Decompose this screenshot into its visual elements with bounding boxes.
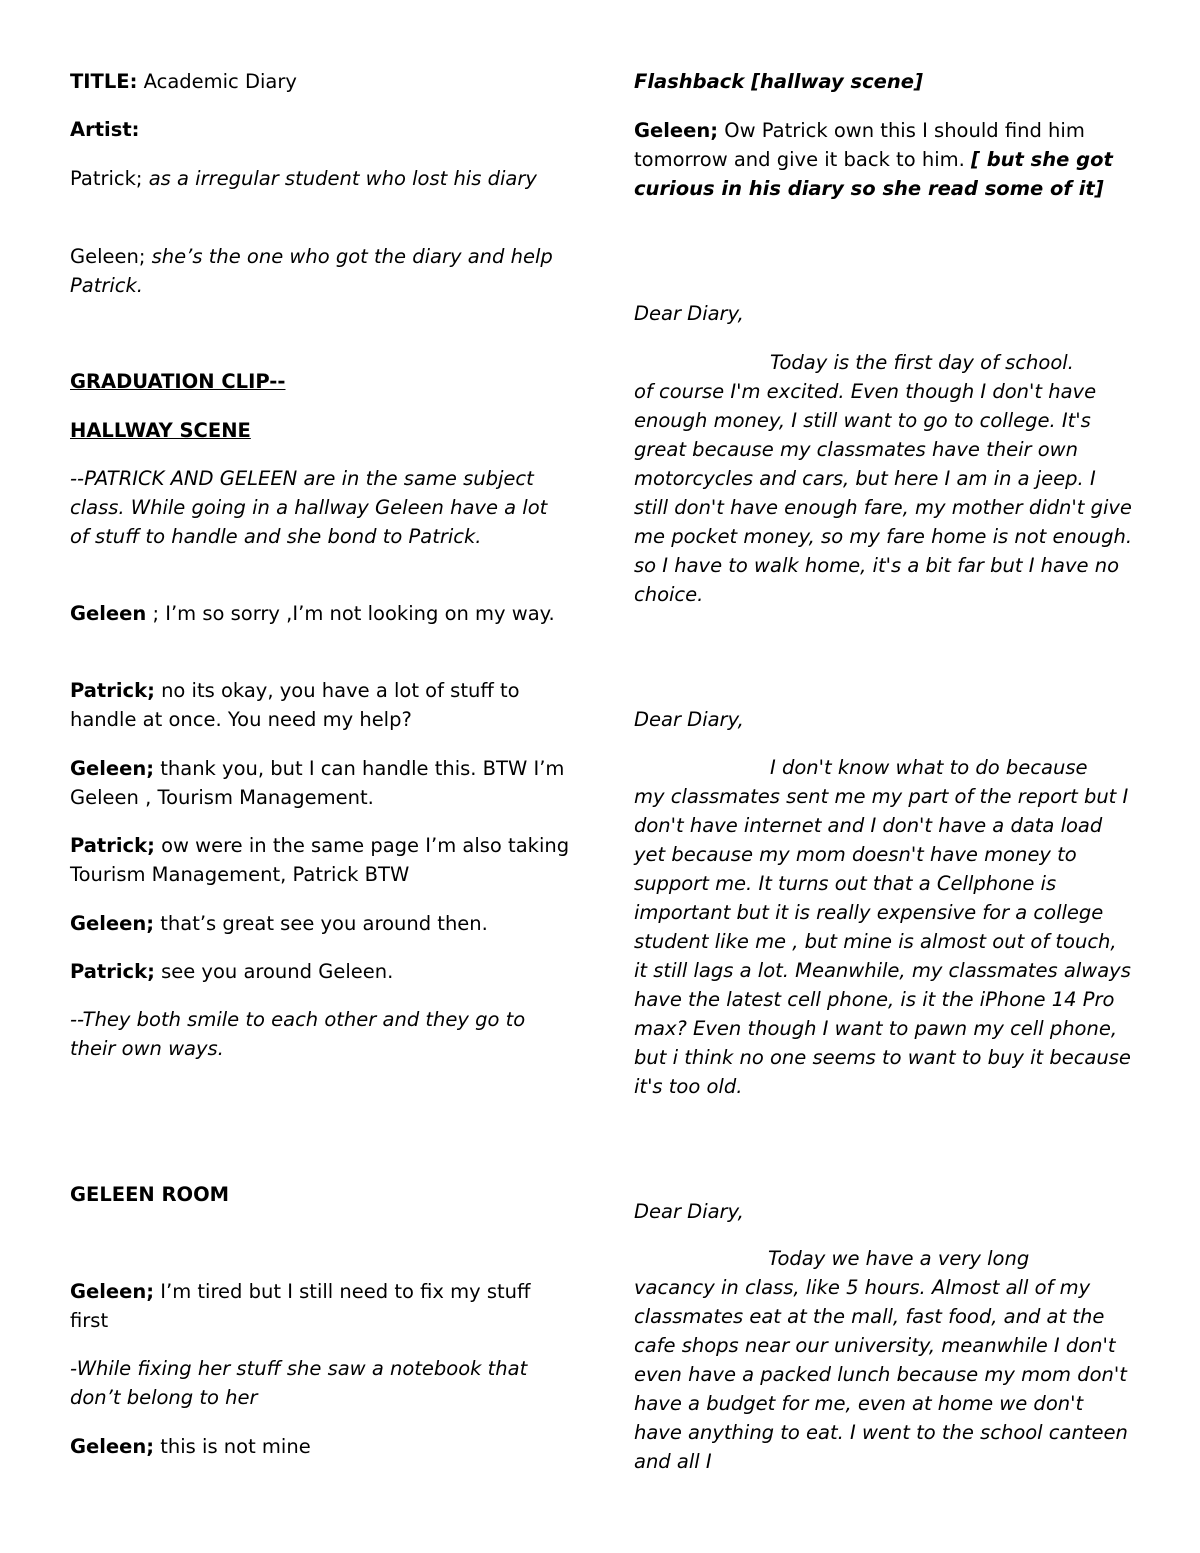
dialogue-line-8 bbox=[70, 1432, 570, 1461]
dialogue-text: Ow Patrick own this I should find him tomorrow and give it back to him. bbox=[634, 119, 1085, 171]
diary-entry-2-salutation: Dear Diary, bbox=[634, 708, 744, 731]
artist-patrick bbox=[70, 164, 570, 193]
dialogue-line-5 bbox=[70, 909, 570, 938]
diary-entry-2-text: my classmates sent me my part of the report but I don't have internet and I don't have a data load yet because my mom doesn't have money to support me. It turns out that a Cellphone is important but it is really expensive for a college student like me , but mine is almost out of touch, it still lags a lot. Meanwhile, my classmates always have the latest cell phone, is it the iPhone 14 Pro max? Even though I want to pawn my cell phone, but i think no one seems to want to buy it because it's too old. bbox=[634, 785, 1131, 1098]
patrick-name: Patrick; bbox=[70, 167, 143, 190]
artist-geleen bbox=[70, 242, 570, 300]
dialogue-text: ow were in the same page I’m also taking Tourism Management, Patrick BTW bbox=[70, 834, 570, 886]
speaker-name: Geleen bbox=[70, 602, 147, 625]
speaker-name: Geleen; bbox=[70, 757, 155, 780]
dialogue-text: I’m tired but I still need to fix my stuff first bbox=[70, 1280, 531, 1332]
flashback-dialogue bbox=[634, 116, 1134, 203]
diary-entry-3-first-line: Today we have a very long bbox=[768, 1247, 1030, 1270]
diary-entry-3-salutation: Dear Diary, bbox=[634, 1200, 744, 1223]
room-heading: GELEEN ROOM bbox=[70, 1183, 230, 1206]
geleen-name: Geleen; bbox=[70, 245, 146, 268]
diary-entry-2-first-line: I don't know what to do because bbox=[770, 756, 1088, 779]
speaker-name: Geleen; bbox=[634, 119, 719, 142]
diary-entry-1-body bbox=[634, 348, 1134, 609]
speaker-name: Geleen; bbox=[70, 1280, 155, 1303]
diary-entry-3-body bbox=[634, 1244, 1134, 1476]
dialogue-text: thank you, but I can handle this. BTW I’m Geleen , Tourism Management. bbox=[70, 757, 565, 809]
artist-label: Artist: bbox=[70, 118, 140, 141]
speaker-name: Patrick; bbox=[70, 679, 155, 702]
dialogue-line-2 bbox=[70, 676, 570, 734]
diary-entry-1-first-line: Today is the first day of school. bbox=[770, 351, 1074, 374]
dialogue-line-6 bbox=[70, 957, 570, 986]
stage-direction-3: -While fixing her stuff she saw a notebook that don’t belong to her bbox=[70, 1357, 528, 1409]
speaker-name: Geleen; bbox=[70, 1435, 155, 1458]
dialogue-text: see you around Geleen. bbox=[154, 960, 394, 983]
flashback-stage-direction: [ but she got curious in his diary so she read some of it] bbox=[634, 148, 1113, 200]
title-line bbox=[70, 67, 570, 96]
diary-entry-3-text: vacancy in class, like 5 hours. Almost all of my classmates eat at the mall, fast food, and at the cafe shops near our university, meanwhile I don't even have a packed lunch because my mom don't have a budget for me, even at home we don't have anything to eat. I went to the school canteen and all I bbox=[634, 1276, 1128, 1473]
dialogue-line-3 bbox=[70, 754, 570, 812]
diary-entry-1-text: of course I'm excited. Even though I don't have enough money, I still want to go to college. It's great because my classmates have their own motorcycles and cars, but here I am in a jeep. I still don't have enough fare, my mother didn't give me pocket money, so my fare home is not enough. so I have to walk home, it's a bit far but I have no choice. bbox=[634, 380, 1133, 606]
speaker-name: Patrick; bbox=[70, 834, 155, 857]
diary-entry-2-body bbox=[634, 753, 1134, 1101]
flashback-heading: Flashback [hallway scene] bbox=[634, 70, 923, 93]
stage-direction-2: --They both smile to each other and they go to their own ways. bbox=[70, 1008, 526, 1060]
stage-direction-1: --PATRICK AND GELEEN are in the same subject class. While going in a hallway Geleen have a lot of stuff to handle and she bond to Patrick. bbox=[70, 467, 548, 548]
speaker-name: Patrick; bbox=[70, 960, 155, 983]
title-label: TITLE: bbox=[70, 70, 138, 93]
geleen-desc: she’s the one who got the diary and help Patrick. bbox=[70, 245, 553, 297]
diary-entry-1-salutation: Dear Diary, bbox=[634, 302, 744, 325]
speaker-name: Geleen; bbox=[70, 912, 155, 935]
dialogue-text: this is not mine bbox=[154, 1435, 311, 1458]
dialogue-line-7 bbox=[70, 1277, 570, 1335]
dialogue-text: no its okay, you have a lot of stuff to handle at once. You need my help? bbox=[70, 679, 520, 731]
graduation-heading: GRADUATION CLIP-- bbox=[70, 370, 286, 393]
dialogue-line-4 bbox=[70, 831, 570, 889]
patrick-desc: as a irregular student who lost his diary bbox=[142, 167, 537, 190]
hallway-heading: HALLWAY SCENE bbox=[70, 419, 251, 442]
dialogue-line-1 bbox=[70, 599, 570, 628]
title-value: Academic Diary bbox=[137, 70, 297, 93]
dialogue-text: that’s great see you around then. bbox=[154, 912, 488, 935]
dialogue-text: ; I’m so sorry ,I’m not looking on my way. bbox=[146, 602, 555, 625]
